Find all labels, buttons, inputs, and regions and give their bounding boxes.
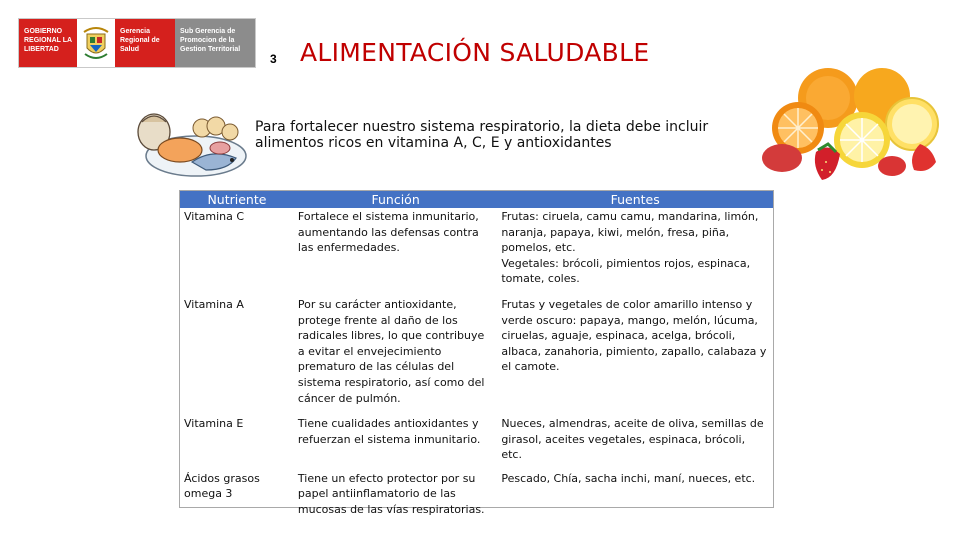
section-number: 3 [270, 52, 277, 66]
cell-fuentes: Frutas y vegetales de color amarillo intenso y verde oscuro: papaya, mango, melón, lúcuma, ciruelas, aguaje, espinaca, acelga, brócoli, albaca, zanahoria, pimiento, zapallo, calabaza y el camote. [501, 298, 767, 374]
table-row [180, 208, 773, 291]
logo-text-line: LIBERTAD [24, 46, 59, 53]
cell-funcion: Tiene un efecto protector por su papel antiinflamatorio de las mucosas de las vías respiratorias. [297, 471, 485, 516]
intro-text: Para fortalecer nuestro sistema respiratorio, la dieta debe incluir alimentos ricos en vitamina A, C, E y antioxidantes [255, 119, 709, 151]
logo-text-line: Regional de [120, 37, 160, 44]
table-row [180, 410, 773, 465]
cell-nutriente: Vitamina A [184, 298, 244, 311]
cell-nutriente: Ácidos grasos omega 3 [184, 471, 260, 501]
table-header-row [180, 191, 773, 208]
cell-funcion: Fortalece el sistema inmunitario, aumentando las defensas contra las enfermedades. [297, 210, 479, 255]
logo-text-line: GOBIERNO [24, 28, 63, 35]
food-plate-illustration [132, 104, 250, 184]
logo-text-line: REGIONAL LA [24, 37, 73, 44]
cell-nutriente: Vitamina C [184, 210, 245, 223]
fruit-assortment-photo [762, 62, 946, 184]
header-logo-banner [18, 18, 256, 68]
logo-gobierno-regional [19, 19, 77, 67]
table-row [180, 465, 773, 520]
column-header-nutriente: Nutriente [180, 191, 294, 208]
logo-text-line: Promocion de la [180, 37, 235, 44]
column-header-funcion: Función [294, 191, 497, 208]
logo-text-line: Salud [120, 46, 140, 53]
coat-of-arms-icon [77, 19, 115, 67]
logo-text-line: Gestion Territorial [180, 46, 241, 53]
logo-text-line: Gerencia [120, 28, 150, 35]
nutrition-table [179, 190, 774, 516]
cell-funcion: Tiene cualidades antioxidantes y refuerzan el sistema inmunitario. [297, 417, 481, 446]
logo-gerencia-salud [115, 19, 175, 67]
cell-fuentes: Nueces, almendras, aceite de oliva, semillas de girasol, aceites vegetales, espinaca, brócoli, etc. [501, 417, 764, 462]
logo-text-line: Sub Gerencia de [180, 28, 236, 35]
cell-nutriente: Vitamina E [184, 417, 244, 430]
table-row [180, 291, 773, 410]
page-title: ALIMENTACIÓN SALUDABLE [300, 38, 650, 67]
cell-fuentes: Frutas: ciruela, camu camu, mandarina, limón, naranja, papaya, kiwi, melón, fresa, piña, pomelos, etc. Vegetales: brócoli, pimientos rojos, espinaca, tomate, coles. [501, 210, 759, 286]
column-header-fuentes: Fuentes [497, 191, 773, 208]
cell-funcion: Por su carácter antioxidante, protege frente al daño de los radicales libres, lo que contribuye a evitar el envejecimiento prematuro de las células del sistema respiratorio, así como del cáncer de pulmón. [297, 298, 485, 405]
cell-fuentes: Pescado, Chía, sacha inchi, maní, nueces, etc. [501, 471, 756, 485]
logo-subgerencia [175, 19, 255, 67]
